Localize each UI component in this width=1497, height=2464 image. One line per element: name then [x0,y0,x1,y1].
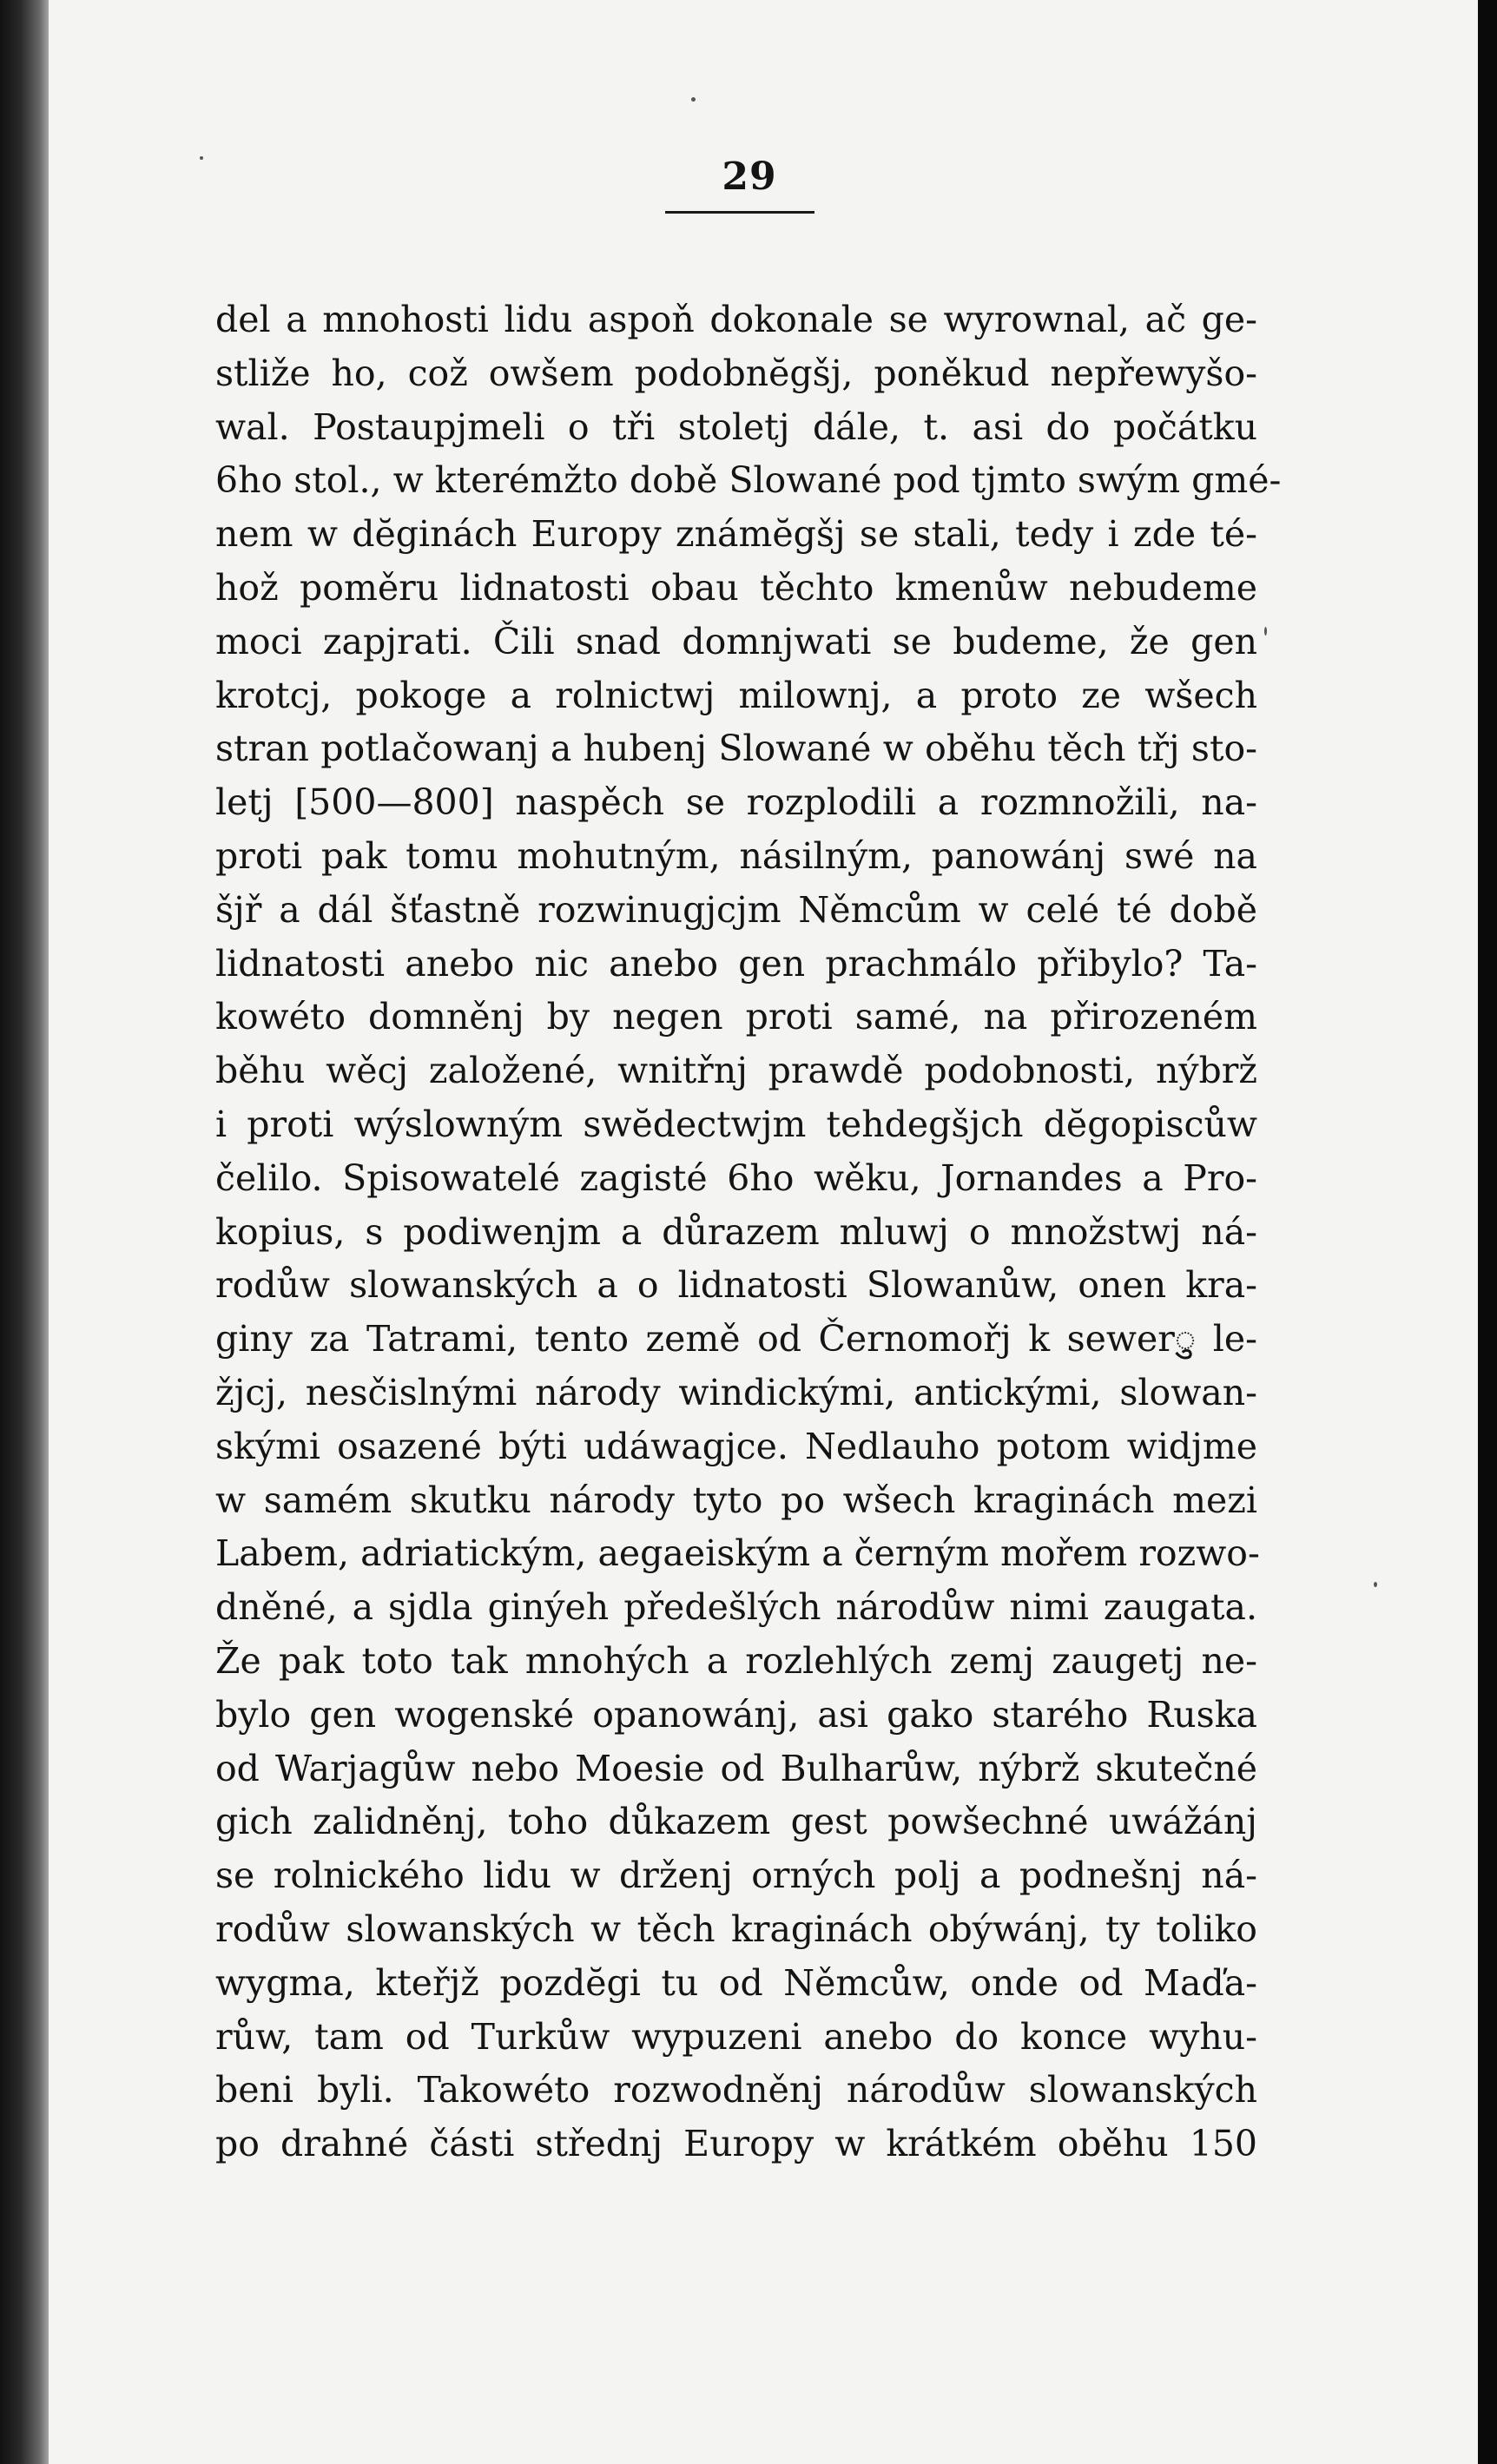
text-line: wal. Postaupjmeli o tři stoletj dále, t. asi do počátku [215,405,1257,448]
text-line: w samém skutku národy tyto po wšech kraginách mezi [215,1479,1257,1521]
text-line: bylo gen wogenské opanowánj, asi gako starého Ruska [215,1693,1257,1736]
text-line: gich zalidněnj, toho důkazem gest powšechné uwážánj [215,1801,1257,1843]
text-line: letj [500—800] naspěch se rozplodili a rozmnožili, na- [215,781,1257,824]
text-line: po drahné části střednj Europy w krátkém oběhu 150 [215,2123,1257,2165]
text-line: běhu wěcj založené, wnitřnj prawdě podobnosti, nýbrž [215,1050,1257,1092]
text-line: čelilo. Spisowatelé zagisté 6ho wěku, Jornandes a Pro- [215,1156,1257,1199]
text-line: 6ho stol., w kterémžto době Slowané pod tjmto swým gmé- [215,459,1282,502]
text-line: proti pak tomu mohutným, násilným, panowánj swé na [215,834,1257,877]
text-line: se rolnického lidu w drženj orných polj a podnešnj ná- [215,1855,1257,1897]
scan-speck [691,97,696,102]
text-line: šjř a dál šťastně rozwinugjcjm Němcům w celé té době [215,888,1257,931]
text-line: žjcj, nesčislnými národy windickými, antickými, slowan- [215,1371,1257,1413]
text-line: Že pak toto tak mnohých a rozlehlých zemj zaugetj ne- [215,1639,1257,1682]
text-line: od Warjagůw nebo Moesie od Bulharůw, nýbrž skutečné [215,1747,1257,1789]
text-line: Labem, adriatickým, aegaeiským a černým mořem rozwo- [215,1532,1260,1575]
book-page [49,0,1497,2464]
page-number: 29 [722,155,777,199]
scan-speck [1374,1582,1377,1587]
text-line: skými osazené býti udáwagjce. Nedlauho potom widjme [215,1425,1257,1467]
text-line: del a mnohosti lidu aspoň dokonale se wyrownal, ač ge- [215,299,1257,340]
text-line: lidnatosti anebo nic anebo gen prachmálo přibylo? Ta- [215,942,1257,985]
text-line: wygma, kteřjž pozdĕgi tu od Němcůw, onde od Maďa- [215,1961,1257,2004]
scan-shadow-left [0,0,52,2464]
text-line: krotcj, pokoge a rolnictwj milownj, a proto ze wšech [215,674,1257,716]
header-rule [665,211,814,214]
text-line: beni byli. Takowéto rozwodněnj národůw slowanských [215,2069,1257,2112]
text-line: nem w dĕginách Europy známĕgšj se stali, tedy i zde té- [215,513,1257,556]
text-line: stran potlačowanj a hubenj Slowané w oběhu těch třj sto- [215,728,1257,770]
text-line: dněné, a sjdla ginýeh předešlých národůw nimi zaugata. [215,1586,1257,1629]
body-text [215,293,1282,2171]
text-line: hož poměru lidnatosti obau těchto kmenůw nebudeme [215,566,1257,609]
text-line: růw, tam od Turkůw wypuzeni anebo do konce wyhu- [215,2015,1257,2058]
text-line: moci zapjrati. Čili snad domnjwati se budeme, že gen [215,620,1257,662]
text-line: kowéto domněnj by negen proti samé, na přirozeném [215,996,1257,1038]
text-line: giny za Tatrami, tento země od Černomořj k sewerु le- [215,1318,1257,1360]
text-line: rodůw slowanských w těch kraginách obýwánj, ty tolikо [215,1907,1257,1950]
text-line: rodůw slowanských a o lidnatosti Slowanůw, onen kra- [215,1264,1257,1307]
scan-shadow-right [1478,0,1497,2464]
text-line: i proti wýslowným swĕdectwjm tehdegšjch dĕgopiscůw [215,1103,1257,1145]
scan-speck [200,156,203,160]
text-line: stliže ho, což owšem podobnĕgšj, poněkud nepřewyšo- [215,352,1257,394]
scan-speck [1264,627,1267,636]
text-line: kopius, s podiwenjm a důrazem mluwj o množstwj ná- [215,1210,1257,1253]
